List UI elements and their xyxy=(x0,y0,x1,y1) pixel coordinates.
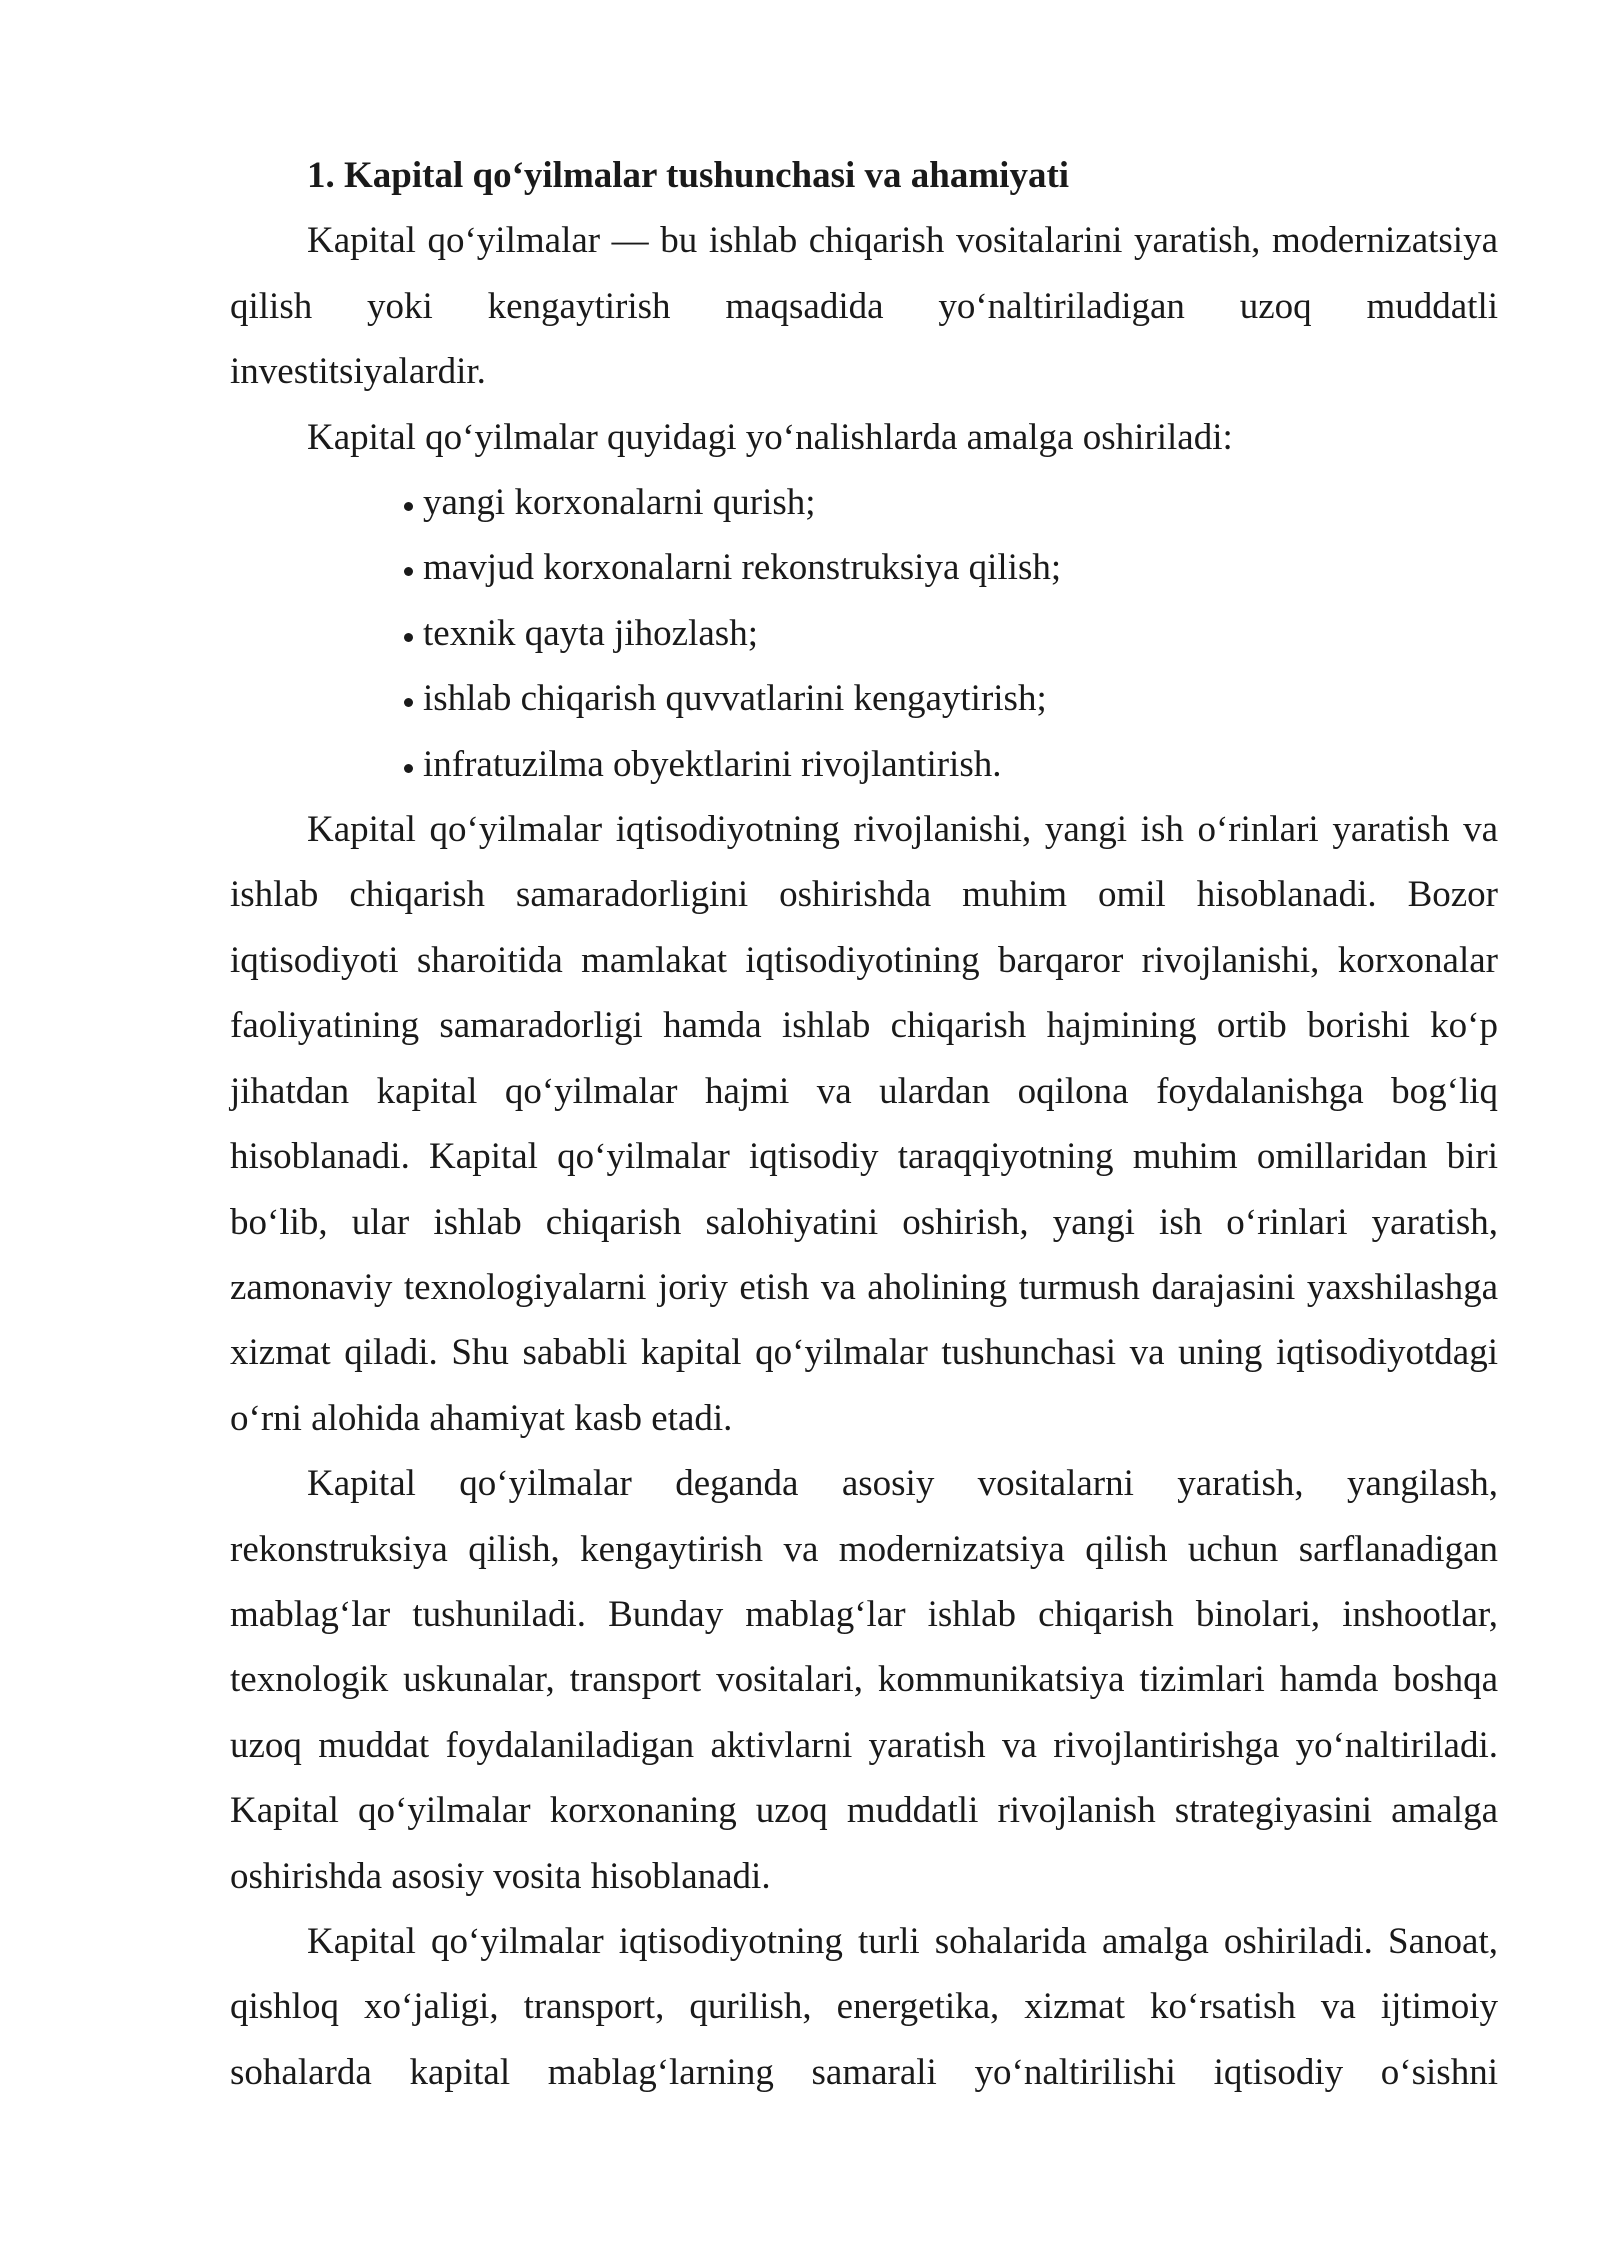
list-item xyxy=(230,732,1498,797)
bullet-icon xyxy=(404,764,413,773)
paragraph-3 xyxy=(230,797,1498,1451)
paragraph-2 xyxy=(230,405,1498,470)
list-item xyxy=(230,470,1498,535)
list-item-text: infratuzilma obyektlarini rivojlantirish. xyxy=(423,743,1002,785)
bullet-icon xyxy=(404,567,413,576)
paragraph-line: qishloq xo‘jaligi, transport, qurilish, energetika, xizmat ko‘rsatish va ijtimoiy xyxy=(230,1986,1498,2028)
paragraph-line: qilish yoki kengaytirish maqsadida yo‘naltiriladigan uzoq muddatli xyxy=(230,285,1498,327)
list-item-text: mavjud korxonalarni rekonstruksiya qilish; xyxy=(423,547,1062,589)
paragraph-line: xizmat qiladi. Shu sababli kapital qo‘yilmalar tushunchasi va uning iqtisodiyotdagi xyxy=(230,1332,1498,1374)
bullet-list xyxy=(230,470,1498,797)
document-body xyxy=(230,143,1498,2105)
paragraph-line: rekonstruksiya qilish, kengaytirish va modernizatsiya qilish uchun sarflanadigan xyxy=(230,1528,1498,1570)
paragraph-line: zamonaviy texnologiyalarni joriy etish va aholining turmush darajasini yaxshilashga xyxy=(230,1266,1498,1308)
list-item-text: ishlab chiqarish quvvatlarini kengaytirish; xyxy=(423,678,1047,720)
paragraph-line: Kapital qo‘yilmalar korxonaning uzoq muddatli rivojlanish strategiyasini amalga xyxy=(230,1790,1498,1832)
paragraph-line: Kapital qo‘yilmalar deganda asosiy vositalarni yaratish, yangilash, xyxy=(307,1463,1498,1505)
paragraph-line: bo‘lib, ular ishlab chiqarish salohiyatini oshirish, yangi ish o‘rinlari yaratish, xyxy=(230,1201,1498,1243)
paragraph-line: sohalarda kapital mablag‘larning samarali yo‘naltirilishi iqtisodiy o‘sishni xyxy=(230,2051,1498,2093)
list-item-text: texnik qayta jihozlash; xyxy=(423,612,758,654)
paragraph-line: mablag‘lar tushuniladi. Bunday mablag‘lar ishlab chiqarish binolari, inshootlar, xyxy=(230,1593,1498,1635)
paragraph-line: Kapital qo‘yilmalar iqtisodiyotning rivojlanishi, yangi ish o‘rinlari yaratish va xyxy=(307,809,1498,851)
paragraph-line: Kapital qo‘yilmalar quyidagi yo‘nalishlarda amalga oshiriladi: xyxy=(307,416,1233,458)
list-item xyxy=(230,666,1498,731)
paragraph-line: Kapital qo‘yilmalar — bu ishlab chiqarish vositalarini yaratish, modernizatsiya xyxy=(307,220,1498,262)
paragraph-line: faoliyatining samaradorligi hamda ishlab chiqarish hajmining ortib borishi ko‘p xyxy=(230,1005,1498,1047)
list-item xyxy=(230,601,1498,666)
paragraph-1 xyxy=(230,208,1498,404)
paragraph-line: uzoq muddat foydalaniladigan aktivlarni yaratish va rivojlantirishga yo‘naltiriladi. xyxy=(230,1724,1498,1766)
paragraph-line: Kapital qo‘yilmalar iqtisodiyotning turli sohalarida amalga oshiriladi. Sanoat, xyxy=(307,1920,1498,1962)
paragraph-line: texnologik uskunalar, transport vositalari, kommunikatsiya tizimlari hamda boshqa xyxy=(230,1659,1498,1701)
paragraph-line: jihatdan kapital qo‘yilmalar hajmi va ulardan oqilona foydalanishga bog‘liq xyxy=(230,1070,1498,1112)
list-item xyxy=(230,535,1498,600)
paragraph-4 xyxy=(230,1451,1498,1909)
paragraph-line: hisoblanadi. Kapital qo‘yilmalar iqtisodiy taraqqiyotning muhim omillaridan biri xyxy=(230,1136,1498,1178)
bullet-icon xyxy=(404,633,413,642)
paragraph-line: o‘rni alohida ahamiyat kasb etadi. xyxy=(230,1397,733,1439)
section-heading: 1. Kapital qo‘yilmalar tushunchasi va ahamiyati xyxy=(307,155,1070,196)
bullet-icon xyxy=(404,698,413,707)
list-item-text: yangi korxonalarni qurish; xyxy=(423,482,816,524)
paragraph-line: oshirishda asosiy vosita hisoblanadi. xyxy=(230,1855,771,1897)
bullet-icon xyxy=(404,502,413,511)
paragraph-5 xyxy=(230,1909,1498,2105)
paragraph-line: ishlab chiqarish samaradorligini oshirishda muhim omil hisoblanadi. Bozor xyxy=(230,874,1498,916)
paragraph-line: investitsiyalardir. xyxy=(230,351,486,393)
paragraph-line: iqtisodiyoti sharoitida mamlakat iqtisodiyotining barqaror rivojlanishi, korxonalar xyxy=(230,939,1498,981)
